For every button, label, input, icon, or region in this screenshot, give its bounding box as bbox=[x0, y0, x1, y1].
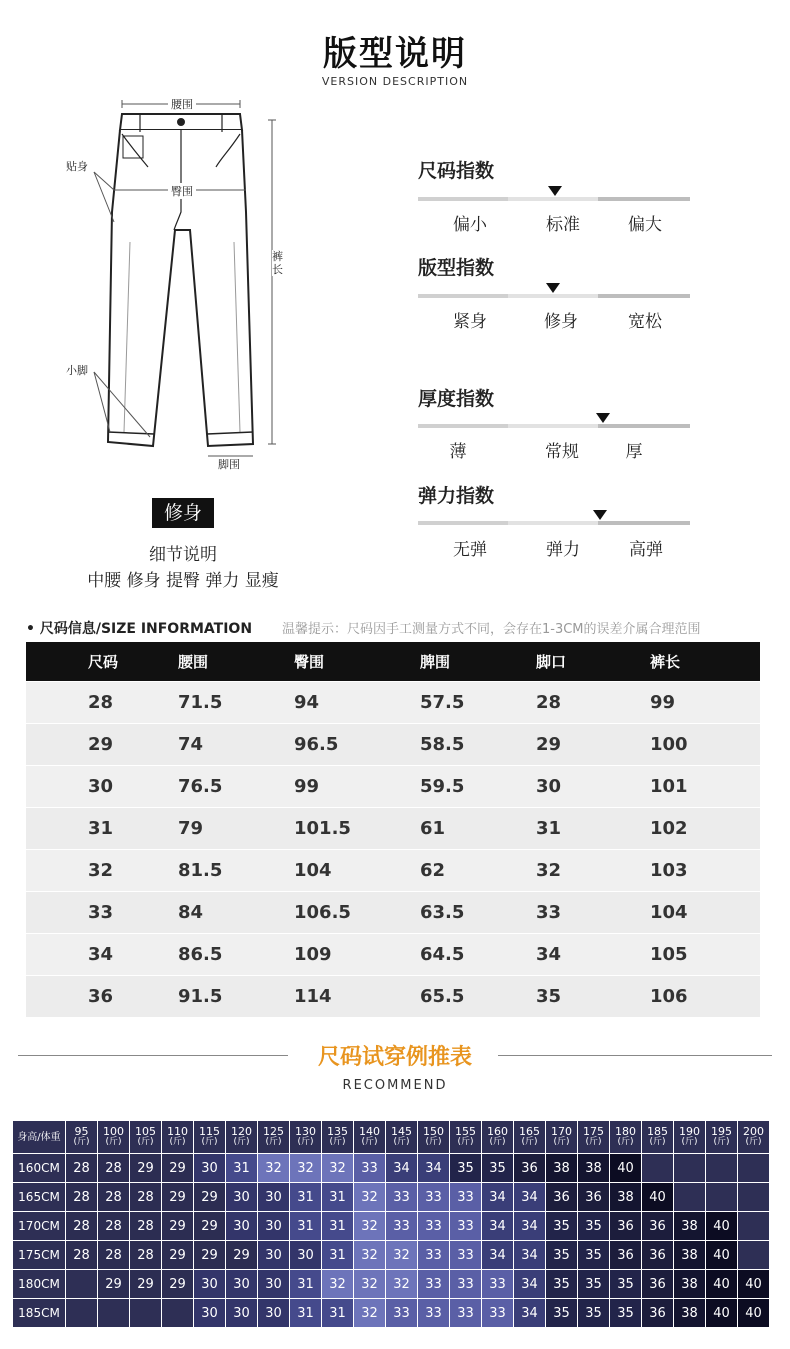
table-cell: 81.5 bbox=[177, 850, 293, 892]
weight-header: 140 (斤) bbox=[354, 1121, 385, 1153]
recommend-cell: 33 bbox=[386, 1212, 417, 1240]
weight-header: 180 (斤) bbox=[610, 1121, 641, 1153]
table-row bbox=[26, 682, 760, 724]
table-cell: 71.5 bbox=[177, 682, 293, 724]
table-cell: 79 bbox=[177, 808, 293, 850]
recommend-cell bbox=[674, 1183, 705, 1211]
weight-header: 150 (斤) bbox=[418, 1121, 449, 1153]
table-cell: 28 bbox=[535, 682, 649, 724]
recommend-cell: 33 bbox=[450, 1241, 481, 1269]
table-cell: 63.5 bbox=[419, 892, 535, 934]
recommend-cell: 32 bbox=[322, 1154, 353, 1182]
recommend-cell: 30 bbox=[226, 1183, 257, 1211]
index-option: 偏小 bbox=[453, 215, 487, 235]
recommend-cell: 31 bbox=[322, 1212, 353, 1240]
recommend-row bbox=[13, 1270, 769, 1298]
table-cell: 114 bbox=[293, 976, 419, 1018]
recommend-cell: 34 bbox=[514, 1183, 545, 1211]
recommend-cell: 28 bbox=[98, 1212, 129, 1240]
table-cell: 58.5 bbox=[419, 724, 535, 766]
column-header: 脾围 bbox=[419, 642, 535, 682]
table-row bbox=[26, 724, 760, 766]
recommend-cell: 38 bbox=[610, 1183, 641, 1211]
recommend-cell: 32 bbox=[258, 1154, 289, 1182]
pants-diagram bbox=[50, 92, 310, 477]
recommend-cell: 28 bbox=[130, 1241, 161, 1269]
weight-header: 195 (斤) bbox=[706, 1121, 737, 1153]
recommend-cell: 28 bbox=[66, 1154, 97, 1182]
recommend-cell: 36 bbox=[610, 1212, 641, 1240]
recommend-row bbox=[13, 1212, 769, 1240]
recommend-cell: 30 bbox=[290, 1241, 321, 1269]
recommend-cell: 35 bbox=[610, 1299, 641, 1327]
table-cell: 32 bbox=[26, 850, 177, 892]
table-cell: 57.5 bbox=[419, 682, 535, 724]
recommend-cell: 34 bbox=[514, 1241, 545, 1269]
recommend-cell: 33 bbox=[418, 1183, 449, 1211]
weight-header: 190 (斤) bbox=[674, 1121, 705, 1153]
height-label: 165CM bbox=[13, 1183, 65, 1211]
recommend-cell: 32 bbox=[290, 1154, 321, 1182]
index-option: 偏大 bbox=[628, 215, 662, 235]
recommend-cell: 33 bbox=[418, 1241, 449, 1269]
recommend-cell: 33 bbox=[354, 1154, 385, 1182]
recommend-cell: 33 bbox=[450, 1212, 481, 1240]
weight-header: 175 (斤) bbox=[578, 1121, 609, 1153]
table-cell: 106 bbox=[649, 976, 760, 1018]
index-option: 宽松 bbox=[628, 312, 662, 332]
recommend-cell: 33 bbox=[418, 1212, 449, 1240]
recommend-cell: 38 bbox=[578, 1154, 609, 1182]
recommend-cell: 33 bbox=[450, 1270, 481, 1298]
recommend-cell: 32 bbox=[386, 1241, 417, 1269]
table-row bbox=[26, 976, 760, 1018]
recommend-row bbox=[13, 1154, 769, 1182]
table-row bbox=[26, 766, 760, 808]
table-cell: 65.5 bbox=[419, 976, 535, 1018]
table-row bbox=[26, 892, 760, 934]
recommend-cell: 40 bbox=[642, 1183, 673, 1211]
recommend-cell: 32 bbox=[354, 1241, 385, 1269]
recommend-cell: 34 bbox=[482, 1183, 513, 1211]
index-option: 标准 bbox=[546, 215, 580, 235]
recommend-cell bbox=[706, 1154, 737, 1182]
recommend-cell: 35 bbox=[450, 1154, 481, 1182]
recommend-cell: 30 bbox=[194, 1270, 225, 1298]
table-cell: 94 bbox=[293, 682, 419, 724]
recommend-cell: 30 bbox=[258, 1212, 289, 1240]
height-label: 185CM bbox=[13, 1299, 65, 1327]
recommend-cell: 31 bbox=[290, 1299, 321, 1327]
table-cell: 91.5 bbox=[177, 976, 293, 1018]
table-cell: 105 bbox=[649, 934, 760, 976]
weight-header: 100 (斤) bbox=[98, 1121, 129, 1153]
detail-title: 细节说明 bbox=[149, 545, 217, 565]
recommend-cell bbox=[98, 1299, 129, 1327]
fit-label: 贴身 bbox=[66, 160, 88, 173]
recommend-cell: 33 bbox=[450, 1299, 481, 1327]
detail-value: 中腰 修身 提臀 弹力 显瘦 bbox=[87, 571, 279, 591]
recommend-cell: 30 bbox=[226, 1212, 257, 1240]
weight-header: 95 (斤) bbox=[66, 1121, 97, 1153]
height-label: 170CM bbox=[13, 1212, 65, 1240]
recommend-cell bbox=[162, 1299, 193, 1327]
recommend-cell: 35 bbox=[578, 1212, 609, 1240]
size-table bbox=[26, 642, 760, 1017]
index-option: 修身 bbox=[544, 312, 578, 332]
recommend-row bbox=[13, 1299, 769, 1327]
recommend-cell: 35 bbox=[546, 1299, 577, 1327]
recommend-cell: 31 bbox=[322, 1299, 353, 1327]
weight-header: 200 (斤) bbox=[738, 1121, 769, 1153]
recommend-cell: 29 bbox=[194, 1241, 225, 1269]
index-title: 弹力指数 bbox=[418, 485, 495, 507]
table-cell: 31 bbox=[535, 808, 649, 850]
recommend-cell: 33 bbox=[450, 1183, 481, 1211]
table-cell: 34 bbox=[535, 934, 649, 976]
index-bar bbox=[418, 197, 690, 201]
recommend-cell: 40 bbox=[738, 1299, 769, 1327]
recommend-cell: 30 bbox=[258, 1183, 289, 1211]
recommend-cell: 36 bbox=[578, 1183, 609, 1211]
recommend-cell: 40 bbox=[706, 1270, 737, 1298]
recommend-cell: 28 bbox=[130, 1183, 161, 1211]
recommend-cell: 30 bbox=[194, 1299, 225, 1327]
recommend-cell: 31 bbox=[226, 1154, 257, 1182]
recommend-cell: 38 bbox=[674, 1212, 705, 1240]
length-label: 裤长 bbox=[272, 250, 283, 276]
recommend-cell: 31 bbox=[290, 1183, 321, 1211]
recommend-cell: 32 bbox=[322, 1270, 353, 1298]
table-cell: 30 bbox=[26, 766, 177, 808]
recommend-cell: 29 bbox=[98, 1270, 129, 1298]
recommend-cell: 28 bbox=[98, 1154, 129, 1182]
index-bar bbox=[418, 294, 690, 298]
height-label: 160CM bbox=[13, 1154, 65, 1182]
table-cell: 36 bbox=[26, 976, 177, 1018]
index-option: 薄 bbox=[449, 442, 467, 462]
recommend-cell: 29 bbox=[162, 1154, 193, 1182]
index-option: 常规 bbox=[545, 442, 579, 462]
recommend-cell: 28 bbox=[98, 1183, 129, 1211]
recommend-cell: 35 bbox=[546, 1241, 577, 1269]
recommend-cell: 31 bbox=[290, 1212, 321, 1240]
recommend-title: 尺码试穿例推表 bbox=[317, 1045, 472, 1070]
index-marker bbox=[548, 186, 562, 196]
index-title: 尺码指数 bbox=[418, 160, 495, 182]
size-info-tip: 温馨提示：尺码因手工测量方式不同，会存在1-3CM的误差介属合理范围 bbox=[282, 622, 701, 637]
recommend-cell: 31 bbox=[322, 1241, 353, 1269]
column-header: 尺码 bbox=[26, 642, 177, 682]
weight-header: 115 (斤) bbox=[194, 1121, 225, 1153]
size-info-heading: • 尺码信息/SIZE INFORMATION bbox=[26, 621, 253, 637]
recommend-cell: 30 bbox=[226, 1299, 257, 1327]
recommend-cell: 40 bbox=[610, 1154, 641, 1182]
hip-label: 臀围 bbox=[168, 183, 196, 199]
recommend-cell: 34 bbox=[514, 1270, 545, 1298]
recommend-subtitle: RECOMMEND bbox=[342, 1078, 448, 1093]
recommend-cell bbox=[130, 1299, 161, 1327]
recommend-cell: 38 bbox=[674, 1270, 705, 1298]
index-marker bbox=[596, 413, 610, 423]
recommend-cell: 36 bbox=[514, 1154, 545, 1182]
weight-header: 130 (斤) bbox=[290, 1121, 321, 1153]
recommend-cell: 36 bbox=[642, 1212, 673, 1240]
recommend-cell: 35 bbox=[610, 1270, 641, 1298]
small-foot-label: 小脚 bbox=[66, 364, 88, 377]
size-table-header bbox=[26, 642, 760, 682]
table-cell: 106.5 bbox=[293, 892, 419, 934]
recommend-cell: 32 bbox=[354, 1212, 385, 1240]
recommend-cell: 40 bbox=[738, 1270, 769, 1298]
recommend-cell: 29 bbox=[226, 1241, 257, 1269]
index-bar bbox=[418, 424, 690, 428]
table-cell: 33 bbox=[26, 892, 177, 934]
size-info-heading-text: 尺码信息/SIZE INFORMATION bbox=[39, 621, 253, 637]
recommend-cell: 34 bbox=[514, 1299, 545, 1327]
table-row bbox=[26, 934, 760, 976]
recommend-cell: 32 bbox=[354, 1270, 385, 1298]
index-option: 弹力 bbox=[546, 540, 580, 560]
recommend-cell: 35 bbox=[578, 1299, 609, 1327]
recommend-cell: 33 bbox=[482, 1270, 513, 1298]
recommend-cell: 35 bbox=[482, 1154, 513, 1182]
table-cell: 101.5 bbox=[293, 808, 419, 850]
weight-header: 185 (斤) bbox=[642, 1121, 673, 1153]
recommend-cell: 31 bbox=[322, 1183, 353, 1211]
index-option: 厚 bbox=[625, 442, 643, 462]
weight-header: 145 (斤) bbox=[386, 1121, 417, 1153]
column-header: 脚口 bbox=[535, 642, 649, 682]
waist-label: 腰围 bbox=[168, 96, 196, 112]
index-title: 厚度指数 bbox=[418, 388, 495, 410]
recommend-row bbox=[13, 1183, 769, 1211]
table-cell: 64.5 bbox=[419, 934, 535, 976]
recommend-cell bbox=[706, 1183, 737, 1211]
height-label: 180CM bbox=[13, 1270, 65, 1298]
recommend-cell: 28 bbox=[130, 1212, 161, 1240]
recommend-cell: 28 bbox=[66, 1212, 97, 1240]
table-cell: 29 bbox=[26, 724, 177, 766]
weight-header: 120 (斤) bbox=[226, 1121, 257, 1153]
hem-label: 脚围 bbox=[218, 458, 240, 471]
table-cell: 28 bbox=[26, 682, 177, 724]
recommend-cell bbox=[642, 1154, 673, 1182]
recommend-cell: 29 bbox=[194, 1183, 225, 1211]
recommend-cell: 34 bbox=[386, 1154, 417, 1182]
weight-header: 170 (斤) bbox=[546, 1121, 577, 1153]
recommend-cell: 38 bbox=[674, 1299, 705, 1327]
table-cell: 74 bbox=[177, 724, 293, 766]
page-subtitle: VERSION DESCRIPTION bbox=[321, 75, 469, 88]
table-cell: 109 bbox=[293, 934, 419, 976]
table-cell: 31 bbox=[26, 808, 177, 850]
recommend-cell bbox=[674, 1154, 705, 1182]
recommend-cell: 30 bbox=[194, 1154, 225, 1182]
weight-header: 110 (斤) bbox=[162, 1121, 193, 1153]
table-cell: 99 bbox=[293, 766, 419, 808]
recommend-cell: 33 bbox=[386, 1183, 417, 1211]
weight-header: 165 (斤) bbox=[514, 1121, 545, 1153]
recommend-cell: 30 bbox=[258, 1241, 289, 1269]
recommend-cell: 35 bbox=[578, 1241, 609, 1269]
weight-header: 125 (斤) bbox=[258, 1121, 289, 1153]
recommend-cell: 34 bbox=[482, 1241, 513, 1269]
recommend-cell: 36 bbox=[642, 1270, 673, 1298]
recommend-cell: 30 bbox=[258, 1299, 289, 1327]
recommend-cell: 28 bbox=[66, 1241, 97, 1269]
recommend-cell: 38 bbox=[674, 1241, 705, 1269]
recommend-cell: 33 bbox=[418, 1299, 449, 1327]
table-cell: 29 bbox=[535, 724, 649, 766]
table-cell: 99 bbox=[649, 682, 760, 724]
recommend-cell: 36 bbox=[642, 1241, 673, 1269]
weight-header: 155 (斤) bbox=[450, 1121, 481, 1153]
recommend-cell bbox=[738, 1154, 769, 1182]
column-header: 腰围 bbox=[177, 642, 293, 682]
index-bar bbox=[418, 521, 690, 525]
fit-badge: 修身 bbox=[152, 498, 214, 528]
recommend-header-row bbox=[13, 1121, 769, 1153]
recommend-cell bbox=[66, 1270, 97, 1298]
table-cell: 30 bbox=[535, 766, 649, 808]
table-cell: 102 bbox=[649, 808, 760, 850]
recommend-cell: 32 bbox=[386, 1270, 417, 1298]
recommend-cell: 32 bbox=[354, 1299, 385, 1327]
table-cell: 33 bbox=[535, 892, 649, 934]
table-cell: 61 bbox=[419, 808, 535, 850]
recommend-cell: 34 bbox=[418, 1154, 449, 1182]
recommend-cell: 34 bbox=[514, 1212, 545, 1240]
recommend-cell: 33 bbox=[418, 1270, 449, 1298]
height-label: 175CM bbox=[13, 1241, 65, 1269]
recommend-cell: 29 bbox=[162, 1270, 193, 1298]
index-option: 高弹 bbox=[629, 540, 663, 560]
recommend-cell: 29 bbox=[130, 1154, 161, 1182]
recommend-cell: 34 bbox=[482, 1212, 513, 1240]
recommend-cell: 28 bbox=[66, 1183, 97, 1211]
recommend-cell: 35 bbox=[546, 1212, 577, 1240]
index-marker bbox=[546, 283, 560, 293]
table-cell: 86.5 bbox=[177, 934, 293, 976]
recommend-cell: 33 bbox=[386, 1299, 417, 1327]
recommend-cell: 36 bbox=[642, 1299, 673, 1327]
index-option: 紧身 bbox=[453, 312, 487, 332]
table-cell: 104 bbox=[293, 850, 419, 892]
index-title: 版型指数 bbox=[418, 257, 495, 279]
index-marker bbox=[593, 510, 607, 520]
weight-header: 160 (斤) bbox=[482, 1121, 513, 1153]
recommend-cell: 28 bbox=[98, 1241, 129, 1269]
table-cell: 76.5 bbox=[177, 766, 293, 808]
recommend-cell: 29 bbox=[194, 1212, 225, 1240]
table-cell: 84 bbox=[177, 892, 293, 934]
recommend-row bbox=[13, 1241, 769, 1269]
table-cell: 100 bbox=[649, 724, 760, 766]
table-row bbox=[26, 850, 760, 892]
table-row bbox=[26, 808, 760, 850]
index-option: 无弹 bbox=[453, 540, 487, 560]
recommend-cell: 29 bbox=[162, 1212, 193, 1240]
recommend-cell bbox=[66, 1299, 97, 1327]
recommend-cell: 40 bbox=[706, 1299, 737, 1327]
recommend-cell: 29 bbox=[162, 1183, 193, 1211]
recommend-cell: 31 bbox=[290, 1270, 321, 1298]
recommend-cell: 33 bbox=[482, 1299, 513, 1327]
weight-header: 135 (斤) bbox=[322, 1121, 353, 1153]
recommend-cell: 35 bbox=[546, 1270, 577, 1298]
table-cell: 104 bbox=[649, 892, 760, 934]
recommend-table bbox=[12, 1120, 770, 1328]
page-title: 版型说明 bbox=[323, 34, 467, 74]
recommend-cell: 30 bbox=[226, 1270, 257, 1298]
recommend-cell bbox=[738, 1212, 769, 1240]
recommend-cell: 29 bbox=[130, 1270, 161, 1298]
recommend-cell: 38 bbox=[546, 1154, 577, 1182]
recommend-cell: 29 bbox=[162, 1241, 193, 1269]
recommend-cell bbox=[738, 1241, 769, 1269]
table-cell: 59.5 bbox=[419, 766, 535, 808]
column-header: 臀围 bbox=[293, 642, 419, 682]
recommend-cell: 30 bbox=[258, 1270, 289, 1298]
table-cell: 35 bbox=[535, 976, 649, 1018]
recommend-cell: 32 bbox=[354, 1183, 385, 1211]
recommend-cell: 36 bbox=[610, 1241, 641, 1269]
column-header: 裤长 bbox=[649, 642, 760, 682]
recommend-cell: 36 bbox=[546, 1183, 577, 1211]
table-cell: 96.5 bbox=[293, 724, 419, 766]
table-cell: 62 bbox=[419, 850, 535, 892]
weight-header: 105 (斤) bbox=[130, 1121, 161, 1153]
recommend-cell: 40 bbox=[706, 1241, 737, 1269]
table-cell: 32 bbox=[535, 850, 649, 892]
recommend-cell: 35 bbox=[578, 1270, 609, 1298]
table-cell: 103 bbox=[649, 850, 760, 892]
recommend-cell bbox=[738, 1183, 769, 1211]
table-cell: 34 bbox=[26, 934, 177, 976]
corner-cell: 身高/体重 bbox=[13, 1121, 65, 1153]
recommend-cell: 40 bbox=[706, 1212, 737, 1240]
table-cell: 101 bbox=[649, 766, 760, 808]
